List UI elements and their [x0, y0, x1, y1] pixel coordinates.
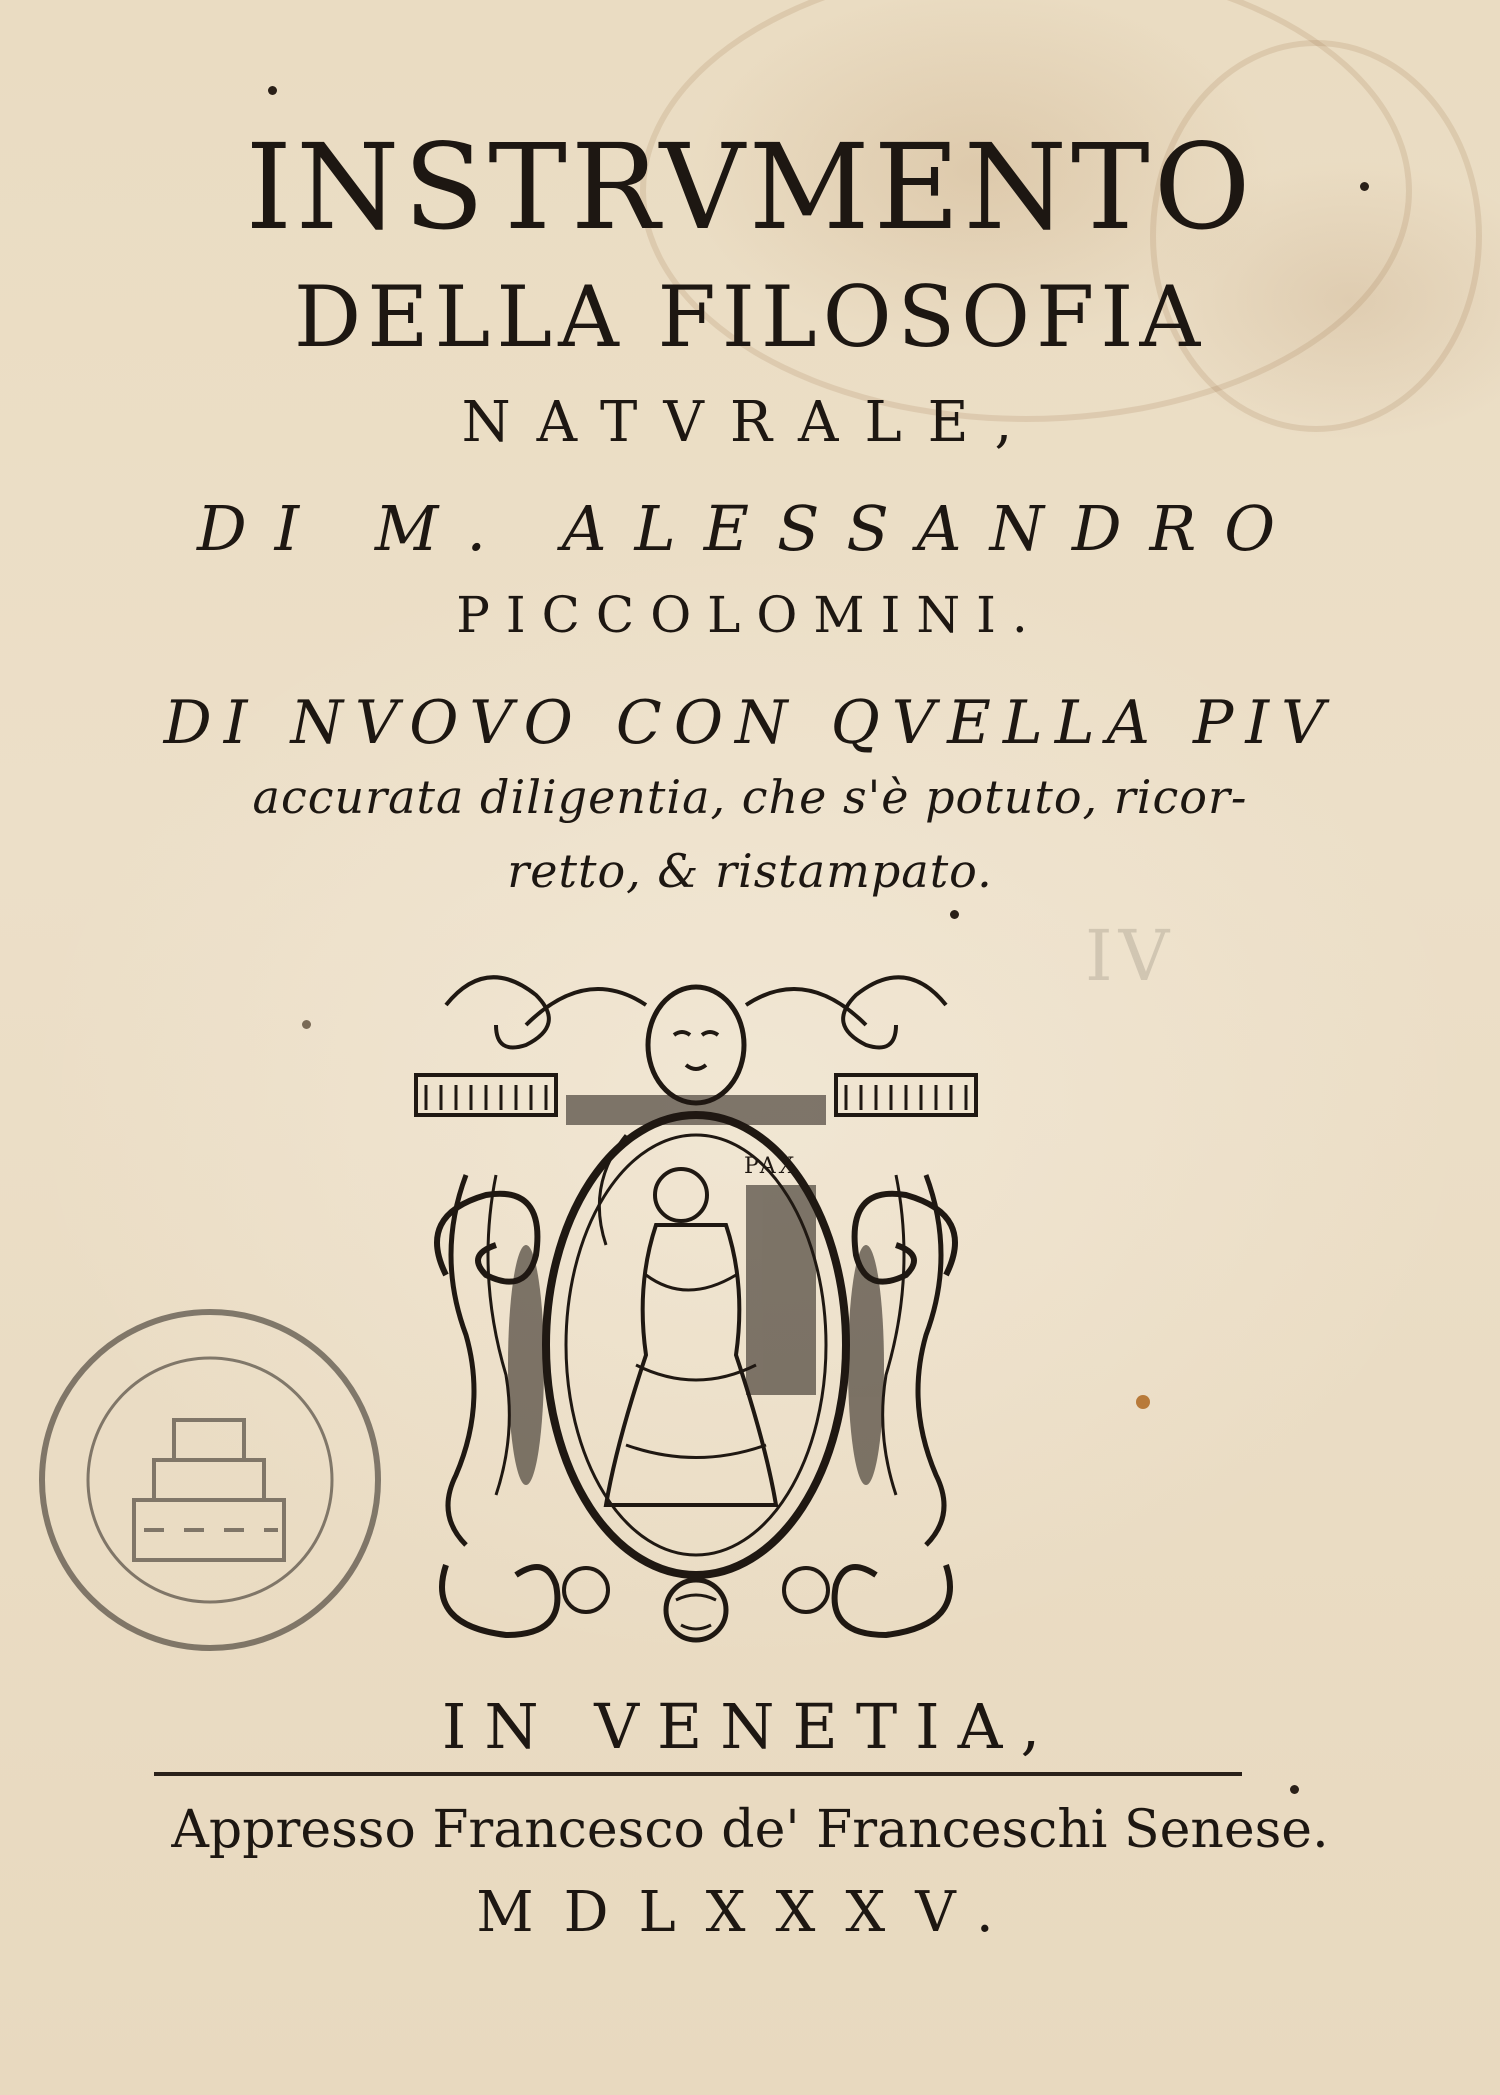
edition-line-1: DI NVOVO CON QVELLA PIV [163, 688, 1337, 758]
title-line-1: INSTRVMENTO [245, 118, 1255, 256]
woodcut-motto: PAX [744, 1154, 798, 1179]
ink-speck [950, 910, 959, 919]
imprint-printer: Appresso Francesco de' Franceschi Senese. [171, 1800, 1329, 1860]
author-line-2: PICCOLOMINI. [456, 586, 1044, 644]
ink-speck [268, 86, 277, 95]
title-line-3: NATVRALE, [461, 390, 1039, 455]
library-ink-stamp [24, 1300, 396, 1660]
author-line-1: DI M. ALESSANDRO [196, 492, 1304, 565]
title-line-2: DELLA FILOSOFIA [293, 268, 1207, 366]
ink-speck [302, 1020, 311, 1029]
edition-line-2: accurata diligentia, che s'è potuto, ricor- [252, 770, 1248, 824]
printers-device-woodcut [406, 945, 986, 1665]
edition-line-3: retto, & ristampato. [507, 844, 993, 898]
ink-speck [1136, 1395, 1150, 1409]
imprint-city: IN VENETIA, [441, 1690, 1059, 1763]
imprint-year: MDLXXXV. [476, 1880, 1024, 1945]
ink-speck [1360, 182, 1369, 191]
margin-pencil-note: IV [1085, 915, 1176, 997]
ink-speck [1290, 1785, 1299, 1794]
imprint-rule [154, 1772, 1242, 1776]
